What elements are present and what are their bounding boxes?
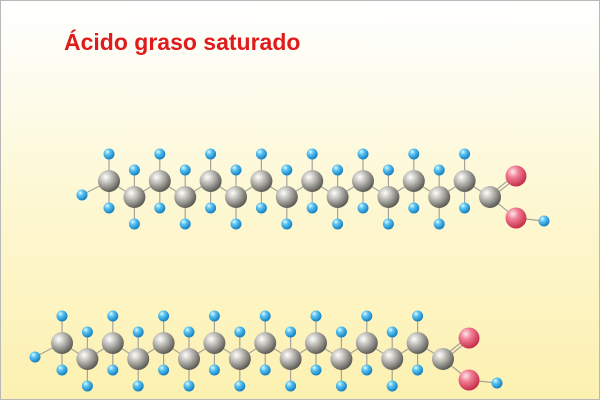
hydrogen-atom <box>129 165 140 176</box>
hydrogen-atom <box>311 365 322 376</box>
carbon-atom <box>178 348 200 370</box>
hydrogen-atom <box>180 165 191 176</box>
hydrogen-atom <box>234 327 245 338</box>
hydrogen-atom <box>281 219 292 230</box>
hydrogen-atom <box>158 365 169 376</box>
oxygen-atom <box>459 328 480 349</box>
hydrogen-atom <box>336 327 347 338</box>
carbon-atom <box>123 186 145 208</box>
hydrogen-atom <box>281 165 292 176</box>
hydrogen-atom <box>184 381 195 392</box>
hydrogen-atom <box>205 149 216 160</box>
hydrogen-atom <box>492 378 503 389</box>
hydrogen-atom <box>285 381 296 392</box>
hydrogen-atom <box>205 203 216 214</box>
carbon-atom <box>407 332 429 354</box>
hydrogen-atom <box>412 311 423 322</box>
hydrogen-atom <box>104 203 115 214</box>
hydrogen-atom <box>358 149 369 160</box>
carbon-atom <box>225 186 247 208</box>
hydrogen-atom <box>358 203 369 214</box>
hydrogen-atom <box>459 149 470 160</box>
hydrogen-atom <box>408 203 419 214</box>
carbon-atom <box>250 170 272 192</box>
carbon-atom <box>432 348 454 370</box>
carbon-atom <box>149 170 171 192</box>
hydrogen-atom <box>434 219 445 230</box>
carbon-atom <box>428 186 450 208</box>
hydrogen-atom <box>256 203 267 214</box>
hydrogen-atom <box>383 219 394 230</box>
hydrogen-atom <box>82 327 93 338</box>
hydrogen-atom <box>154 149 165 160</box>
hydrogen-atom <box>383 165 394 176</box>
hydrogen-atom <box>231 165 242 176</box>
hydrogen-atom <box>231 219 242 230</box>
hydrogen-atom <box>412 365 423 376</box>
hydrogen-atom <box>408 149 419 160</box>
molecule-diagram <box>1 1 599 399</box>
carbon-atom <box>454 170 476 192</box>
hydrogen-atom <box>260 365 271 376</box>
hydrogen-atom <box>307 203 318 214</box>
hydrogen-atom <box>332 219 343 230</box>
hydrogen-atom <box>361 311 372 322</box>
hydrogen-atom <box>30 352 41 363</box>
carbon-atom <box>327 186 349 208</box>
carbon-atom <box>301 170 323 192</box>
carbon-atom <box>403 170 425 192</box>
carbon-atom <box>479 186 501 208</box>
hydrogen-atom <box>311 311 322 322</box>
hydrogen-atom <box>107 365 118 376</box>
hydrogen-atom <box>129 219 140 230</box>
hydrogen-atom <box>107 311 118 322</box>
hydrogen-atom <box>133 327 144 338</box>
carbon-atom <box>76 348 98 370</box>
hydrogen-atom <box>361 365 372 376</box>
hydrogen-atom <box>256 149 267 160</box>
hydrogen-atom <box>336 381 347 392</box>
hydrogen-atom <box>104 149 115 160</box>
hydrogen-atom <box>57 365 68 376</box>
hydrogen-atom <box>57 311 68 322</box>
hydrogen-atom <box>158 311 169 322</box>
carbon-atom <box>254 332 276 354</box>
hydrogen-atom <box>133 381 144 392</box>
carbon-atom <box>276 186 298 208</box>
carbon-atom <box>280 348 302 370</box>
carbon-atom <box>381 348 403 370</box>
hydrogen-atom <box>234 381 245 392</box>
carbon-atom <box>352 170 374 192</box>
oxygen-atom <box>506 208 527 229</box>
hydrogen-atom <box>180 219 191 230</box>
carbon-atom <box>203 332 225 354</box>
carbon-atom <box>200 170 222 192</box>
carbon-atom <box>229 348 251 370</box>
hydrogen-atom <box>82 381 93 392</box>
carbon-atom <box>127 348 149 370</box>
carbon-atom <box>174 186 196 208</box>
hydrogen-atom <box>332 165 343 176</box>
hydrogen-atom <box>307 149 318 160</box>
carbon-atom <box>98 170 120 192</box>
hydrogen-atom <box>387 327 398 338</box>
carbon-atom <box>305 332 327 354</box>
diagram-title: Ácido graso saturado <box>64 29 301 55</box>
hydrogen-atom <box>260 311 271 322</box>
carbon-atom <box>356 332 378 354</box>
carbon-atom <box>330 348 352 370</box>
carbon-atom <box>153 332 175 354</box>
oxygen-atom <box>459 370 480 391</box>
hydrogen-atom <box>539 216 550 227</box>
oxygen-atom <box>506 166 527 187</box>
hydrogen-atom <box>154 203 165 214</box>
carbon-atom <box>377 186 399 208</box>
hydrogen-atom <box>77 190 88 201</box>
hydrogen-atom <box>459 203 470 214</box>
hydrogen-atom <box>285 327 296 338</box>
hydrogen-atom <box>434 165 445 176</box>
carbon-atom <box>51 332 73 354</box>
hydrogen-atom <box>184 327 195 338</box>
carbon-atom <box>102 332 124 354</box>
hydrogen-atom <box>209 311 220 322</box>
hydrogen-atom <box>209 365 220 376</box>
hydrogen-atom <box>387 381 398 392</box>
